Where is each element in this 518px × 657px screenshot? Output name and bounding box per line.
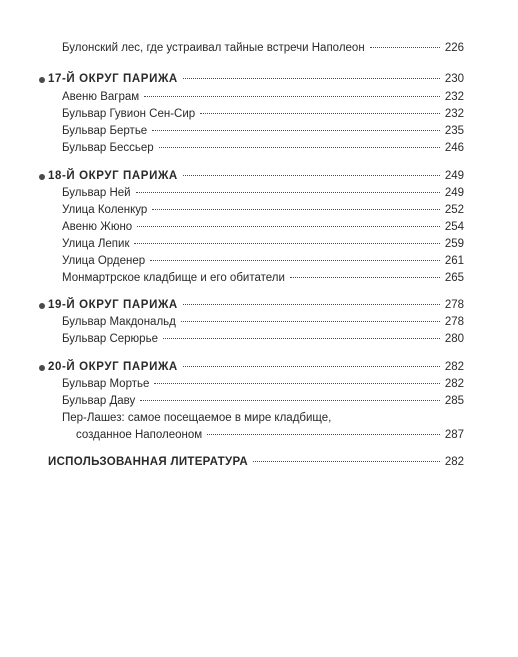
dot-leader [152,130,440,131]
page-number: 230 [444,73,464,85]
entry-title: Бульвар Ней [62,187,131,199]
dot-leader [207,434,440,435]
entry-title: Бульвар Гувион Сен-Сир [62,108,196,120]
toc-entry[interactable] [62,187,464,199]
dot-leader [183,304,440,305]
page-number: 246 [444,142,464,154]
page-number: 254 [444,221,464,233]
page-number: 282 [444,361,464,373]
dot-leader [137,226,440,227]
toc-entry[interactable] [62,333,464,345]
bullet-icon [39,77,45,83]
toc-entry[interactable] [62,204,464,216]
toc-entry[interactable] [62,108,464,120]
dot-leader [159,147,440,148]
bullet-icon [39,365,45,371]
dot-leader [181,321,440,322]
section-heading-18[interactable] [48,170,464,182]
page-number: 259 [444,238,464,250]
entry-title-line1[interactable]: Пер-Лашез: самое посещаемое в мире кладбище, [62,412,332,424]
dot-leader [154,383,439,384]
page-number: 278 [444,316,464,328]
entry-title: Бульвар Даву [62,395,136,407]
toc-entry[interactable] [62,42,464,54]
entry-title: Монмартрское кладбище и его обитатели [62,272,285,284]
dot-leader [140,400,440,401]
page-number: 261 [444,255,464,267]
entry-title: Бульвар Бертье [62,125,148,137]
bullet-icon [39,303,45,309]
toc-entry[interactable] [76,429,464,441]
entry-title: Булонский лес, где устраивал тайные встречи Наполеон [62,42,365,54]
toc-entry[interactable] [62,142,464,154]
bullet-icon [39,174,45,180]
dot-leader [183,78,440,79]
entry-title: Улица Лепик [62,238,130,250]
section-heading-19[interactable] [48,299,464,311]
dot-leader [200,113,440,114]
dot-leader [136,192,440,193]
toc-entry[interactable] [62,221,464,233]
toc-entry[interactable] [62,255,464,267]
section-title: 18-Й ОКРУГ ПАРИЖА [48,170,178,182]
entry-title: Бульвар Мортье [62,378,150,390]
page-number: 278 [444,299,464,311]
entry-title: Улица Орденер [62,255,146,267]
section-heading-20[interactable] [48,361,464,373]
entry-title: Улица Коленкур [62,204,148,216]
section-title: 19-Й ОКРУГ ПАРИЖА [48,299,178,311]
section-heading-17[interactable] [48,73,464,85]
page-number: 249 [444,187,464,199]
entry-title: Бульвар Бессьер [62,142,154,154]
bibliography-entry[interactable] [48,456,464,468]
entry-title: Бульвар Макдональд [62,316,176,328]
dot-leader [183,366,440,367]
bibliography-title: ИСПОЛЬЗОВАННАЯ ЛИТЕРАТУРА [48,456,249,468]
dot-leader [152,209,439,210]
dot-leader [253,461,440,462]
entry-title: Авеню Жюно [62,221,133,233]
page-number: 285 [444,395,464,407]
toc-entry[interactable] [62,378,464,390]
page-number: 226 [444,42,464,54]
toc-entry[interactable] [62,91,464,103]
entry-title: Авеню Ваграм [62,91,140,103]
dot-leader [150,260,440,261]
page-number: 232 [444,91,464,103]
toc-entry[interactable] [62,125,464,137]
toc-entry[interactable] [62,238,464,250]
page-number: 249 [444,170,464,182]
page-number: 232 [444,108,464,120]
page-number: 235 [444,125,464,137]
page-number: 265 [444,272,464,284]
dot-leader [163,338,440,339]
dot-leader [290,277,440,278]
dot-leader [144,96,440,97]
page-number: 287 [444,429,464,441]
entry-title: Бульвар Серюрье [62,333,158,345]
page-number: 282 [444,378,464,390]
section-title: 17-Й ОКРУГ ПАРИЖА [48,73,178,85]
dot-leader [134,243,439,244]
dot-leader [183,175,440,176]
page-number: 252 [444,204,464,216]
dot-leader [370,47,440,48]
section-title: 20-Й ОКРУГ ПАРИЖА [48,361,178,373]
page-number: 282 [444,456,464,468]
page-number: 280 [444,333,464,345]
toc-entry[interactable] [62,395,464,407]
toc-entry[interactable] [62,272,464,284]
entry-title-line2: созданное Наполеоном [76,429,203,441]
toc-entry[interactable] [62,316,464,328]
